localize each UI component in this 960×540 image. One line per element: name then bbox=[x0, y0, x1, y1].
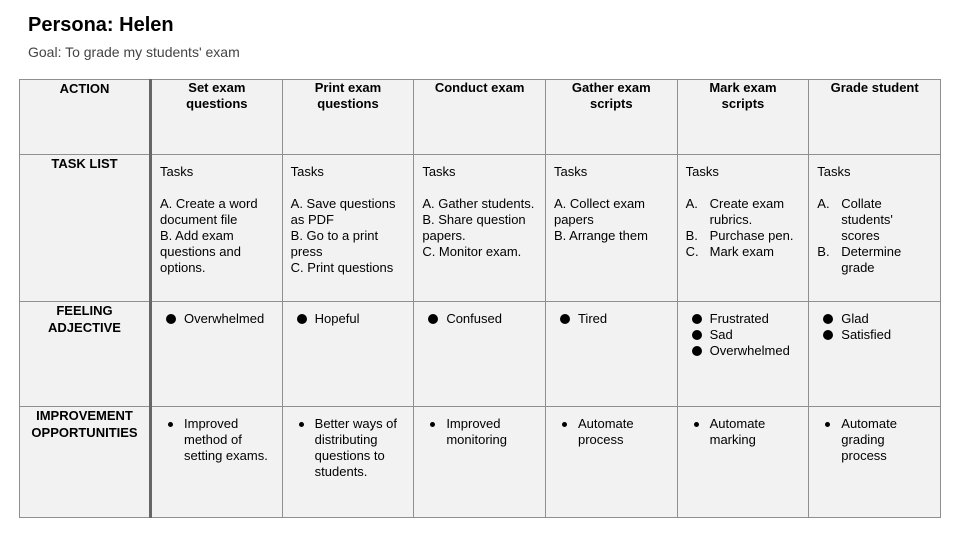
task-item: A. Create exam rubrics. bbox=[685, 196, 785, 227]
improvement-cell bbox=[282, 407, 414, 518]
feeling-row bbox=[20, 302, 941, 407]
tasks-cell bbox=[151, 155, 283, 302]
journey-map-table bbox=[19, 79, 941, 518]
feeling-cell bbox=[809, 302, 941, 407]
task-item: C. Print questions bbox=[290, 260, 394, 275]
persona-goal: Goal: To grade my students' exam bbox=[28, 44, 240, 60]
tasks-cell bbox=[809, 155, 941, 302]
tasks-cell bbox=[545, 155, 677, 302]
feeling-item: Satisfied bbox=[817, 327, 932, 343]
task-item: B. Add exam questions and options. bbox=[160, 228, 241, 275]
stage-print-exam-questions: Print exam questions bbox=[282, 80, 414, 155]
feeling-item: Overwhelmed bbox=[160, 311, 274, 327]
feeling-item: Hopeful bbox=[291, 311, 406, 327]
improvement-label: IMPROVEMENT OPPORTUNITIES bbox=[20, 407, 151, 518]
improvement-cell bbox=[809, 407, 941, 518]
task-item: B. Arrange them bbox=[553, 228, 648, 243]
feeling-cell bbox=[151, 302, 283, 407]
feeling-label: FEELING ADJECTIVE bbox=[20, 302, 151, 407]
stage-conduct-exam: Conduct exam bbox=[414, 80, 546, 155]
tasks-heading: Tasks bbox=[685, 164, 719, 179]
improvement-item: Automate process bbox=[554, 416, 669, 448]
feeling-item: Tired bbox=[554, 311, 669, 327]
action-label: ACTION bbox=[20, 80, 151, 155]
task-item: B. Determine grade bbox=[817, 244, 902, 275]
task-item: A. Collate students' scores bbox=[817, 196, 893, 243]
feeling-item: Sad bbox=[686, 327, 801, 343]
improvement-item: Better ways of distributing questions to students. bbox=[291, 416, 406, 480]
task-item: B. Purchase pen. bbox=[685, 228, 794, 243]
tasks-heading: Tasks bbox=[817, 164, 851, 179]
stage-grade-student: Grade student bbox=[809, 80, 941, 155]
improvement-item: Improved method of setting exams. bbox=[160, 416, 274, 464]
task-list-label: TASK LIST bbox=[20, 155, 151, 302]
tasks-cell bbox=[414, 155, 546, 302]
task-item: A. Collect exam papers bbox=[553, 196, 646, 227]
tasks-heading: Tasks bbox=[422, 164, 456, 179]
feeling-item: Frustrated bbox=[686, 311, 801, 327]
feeling-item: Glad bbox=[817, 311, 932, 327]
task-item: B. Share question papers. bbox=[422, 212, 526, 243]
stage-gather-exam-scripts: Gather exam scripts bbox=[545, 80, 677, 155]
improvement-item: Automate grading process bbox=[817, 416, 932, 464]
task-item: B. Go to a print press bbox=[290, 228, 379, 259]
improvement-row bbox=[20, 407, 941, 518]
tasks-heading: Tasks bbox=[290, 164, 324, 179]
task-item: C. Monitor exam. bbox=[422, 244, 522, 259]
improvement-item: Improved monitoring bbox=[422, 416, 537, 448]
action-row bbox=[20, 80, 941, 155]
feeling-cell bbox=[545, 302, 677, 407]
task-item: A. Save questions as PDF bbox=[290, 196, 396, 227]
task-list bbox=[686, 196, 801, 260]
page-title: Persona: Helen bbox=[28, 14, 174, 36]
feeling-cell bbox=[414, 302, 546, 407]
improvement-cell bbox=[151, 407, 283, 518]
feeling-item: Overwhelmed bbox=[686, 343, 801, 359]
task-item: A. Create a word document file bbox=[160, 196, 258, 227]
improvement-cell bbox=[545, 407, 677, 518]
feeling-item: Confused bbox=[422, 311, 537, 327]
stage-set-exam-questions: Set exam questions bbox=[151, 80, 283, 155]
feeling-cell bbox=[677, 302, 809, 407]
tasks-heading: Tasks bbox=[160, 164, 194, 179]
task-list bbox=[817, 196, 932, 276]
task-item: C. Mark exam bbox=[685, 244, 774, 259]
tasks-cell bbox=[677, 155, 809, 302]
tasks-heading: Tasks bbox=[553, 164, 588, 179]
stage-mark-exam-scripts: Mark exam scripts bbox=[677, 80, 809, 155]
feeling-cell bbox=[282, 302, 414, 407]
task-item: A. Gather students. bbox=[422, 196, 535, 211]
tasks-cell bbox=[282, 155, 414, 302]
task-list-row bbox=[20, 155, 941, 302]
improvement-cell bbox=[677, 407, 809, 518]
improvement-item: Automate marking bbox=[686, 416, 801, 448]
improvement-cell bbox=[414, 407, 546, 518]
